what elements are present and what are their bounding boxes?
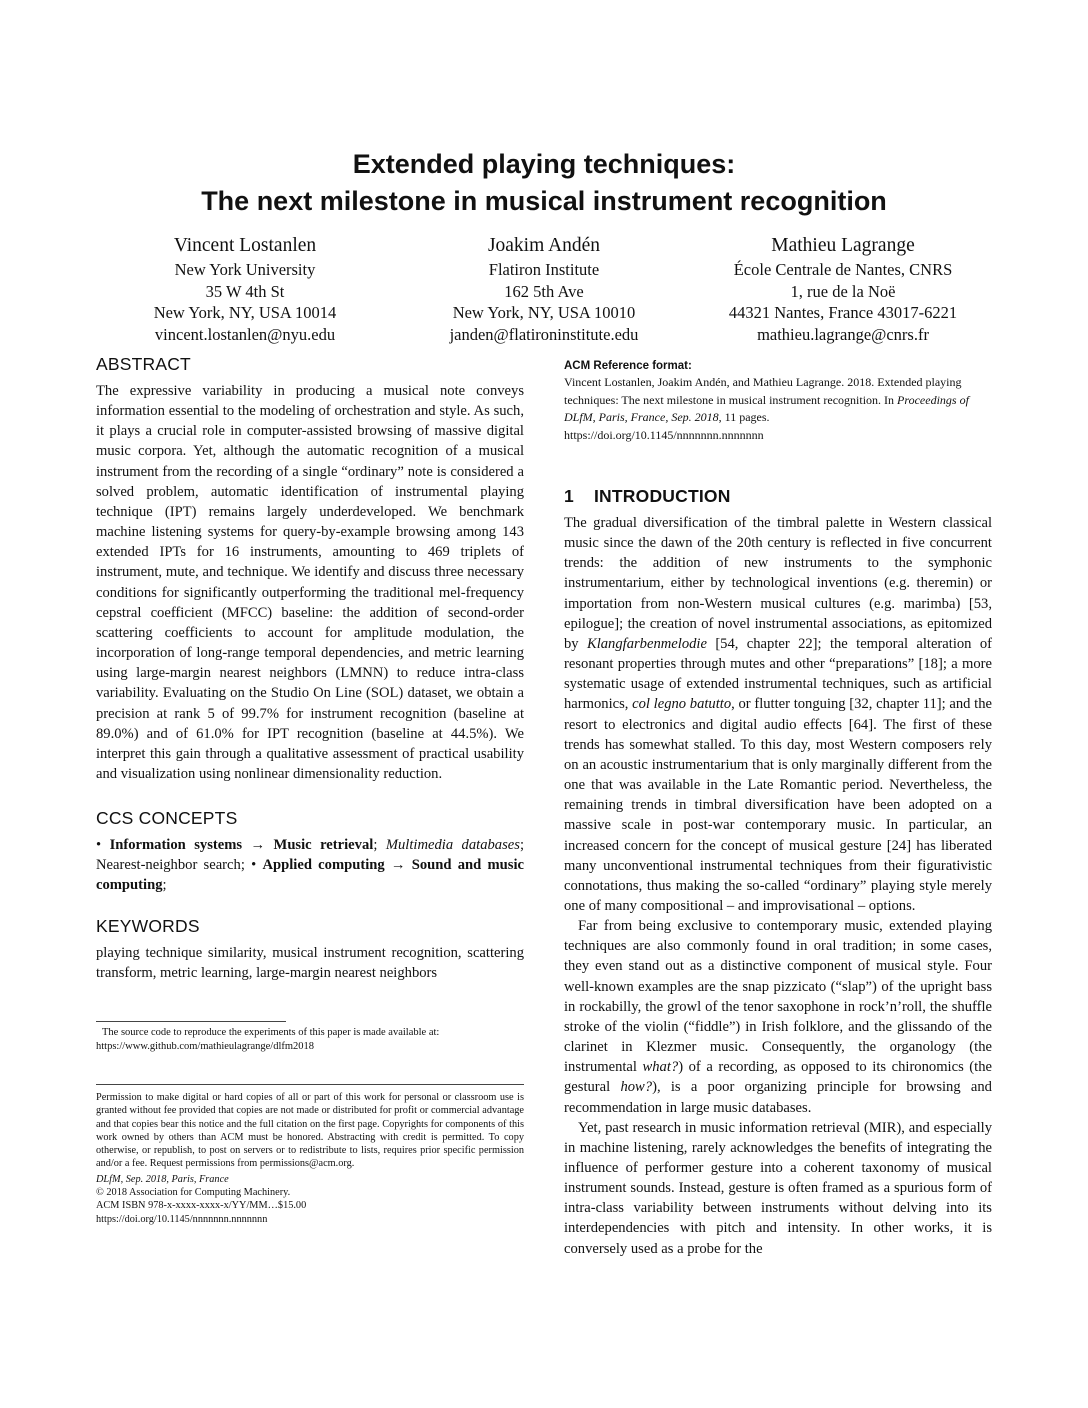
section-title: INTRODUCTION [594,486,731,506]
author-email: janden@flatironinstitute.edu [449,324,639,344]
author-2 [395,233,693,345]
author-affiliation: École Centrale de Nantes, CNRS [733,260,953,279]
footnote [96,1026,524,1054]
author-name: Vincent Lostanlen [173,235,317,256]
author-address-line-2: New York, NY, USA 10014 [153,303,337,323]
permission-text: Permission to make digital or hard copies of all or part of this work for personal or classroom use is granted without fee provided that copies are not made or distributed for profit or commercial advantage and that copies bear this notice and the full citation on the first page. Copyrights for components of this work owned by others than ACM must be honored. Abstracting with credit is permitted. To copy otherwise, or republish, to post on servers or to redistribute to lists, requires prior specific permission and/or a fee. Request permissions from permissions@acm.org. [96,1091,524,1170]
paper-title [0,146,1088,220]
author-email: mathieu.lagrange@cnrs.fr [757,324,929,344]
ccs-concepts: • Information systems → Music retrieval; Multimedia databases; Nearest-neighbor search; • Applied computing → Sound and music computing; [96,837,524,894]
author-address-line-1: 1, rue de la Noë [790,281,896,301]
author-3 [694,233,992,345]
title-line-2: The next milestone in musical instrument recognition [201,186,887,216]
title-line-1: Extended playing techniques: [352,149,736,179]
author-affiliation: New York University [174,260,316,279]
intro-paragraph-1: The gradual diversification of the timbral palette in Western classical music since the dawn of the 20th century is reflected in five concurrent trends: the addition of new instruments to the symphonic instrumentarium, either by technological inventions (e.g. theremin) or importation from non-Western musical cultures (e.g. marimba) [53, epilogue]; the creation of novel instrumental associations, as epitomized by Klangfarbenmelodie [54, chapter 22]; the temporal alteration of resonant properties through mutes and other “preparations” [18]; a more systematic usage of extended instrumental techniques, such as artificial harmonics, col legno batutto, or flutter tonguing [32, chapter 11]; and the resort to electronics and digital audio effects [64]. The first of these trends has somewhat stalled. To this day, most Western composers rely on an acoustic instrumentarium that is only marginally different from the one that was available in the Late Romantic period. Nevertheless, the remaining trends in timbral diversification have been adopted on a massive scale in post-war contemporary music. In particular, an increased concern for the concept of musical gesture [24] has liberated many unconventional instrumental techniques from their figurativistic connotations, thus making the so-called “ordinary” playing style merely one of many compositional – and improvisational – options. [564,515,992,914]
permission-block [96,1091,524,1226]
abstract-heading: ABSTRACT [96,354,191,374]
permission-copyright: © 2018 Association for Computing Machinery. [96,1186,291,1198]
acm-reference-doi[interactable]: https://doi.org/10.1145/nnnnnnn.nnnnnnn [564,427,764,442]
author-address-line-2: 44321 Nantes, France 43017-6221 [728,303,958,323]
author-name: Joakim Andén [487,235,601,256]
permission-rule [96,1084,524,1085]
acm-reference-heading: ACM Reference format: [564,360,692,372]
ccs-heading: CCS CONCEPTS [96,808,238,829]
acm-reference-proceedings: Proceedings of DLfM, Paris, France, Sep. 2018 [564,392,969,424]
footnote-line-1: The source code to reproduce the experiments of this paper is made available at: [102,1026,440,1038]
ccs-item-1-sub: Multimedia databases [385,837,520,854]
right-column [564,358,992,1259]
author-address-line-1: 162 5th Ave [504,281,584,301]
keywords-text: playing technique similarity, musical instrument recognition, scattering transform, metric learning, large-margin nearest neighbors [96,944,524,981]
intro-paragraph-2: Far from being exclusive to contemporary music, extended playing techniques are also commonly found in oral tradition; in some cases, they even stand out as a distinctive component of musical style. Four well-known examples are the snap pizzicato (“slap”) of the upright bass in rockabilly, the growl of the tenor saxophone in rock’n’roll, the shuffle stroke of the violin (“fiddle”) in Irish folklore, and the glissando of the clarinet in Klezmer music. Consequently, the organology (the instrumental what?) of a recording, as opposed to its chironomics (the gestural how?), is a poor organizing principle for browsing and recommendation in large music databases. [564,918,992,1116]
author-address-line-1: 35 W 4th St [205,281,285,301]
ccs-bullet: • [96,837,102,854]
ccs-item-1-plain: Nearest-neighbor search [96,857,241,874]
left-column [96,352,524,1226]
permission-doi[interactable]: https://doi.org/10.1145/nnnnnnn.nnnnnnn [96,1213,268,1225]
section-number: 1 [564,486,574,506]
acm-reference [564,374,992,444]
author-email: vincent.lostanlen@nyu.edu [154,324,336,344]
ccs-item-1: Information systems → Music retrieval [109,837,374,854]
author-affiliation: Flatiron Institute [488,260,600,279]
permission-venue: DLfM, Sep. 2018, Paris, France [96,1173,229,1185]
keywords-heading: KEYWORDS [96,915,200,936]
footnote-rule [96,1021,286,1022]
acm-reference-text: Vincent Lostanlen, Joakim Andén, and Mathieu Lagrange. 2018. Extended playing techniques: The next milestone in musical instrument recognition. In [564,375,962,407]
acm-reference-pages: , 11 pages. [718,410,770,424]
intro-paragraph-3: Yet, past research in music information retrieval (MIR), and especially in machine listening, rarely acknowledges the benefits of integrating the influence of performer gesture into a coherent taxonomy of musical instrument sounds. Instead, gesture is often framed as a spurious form of intra-class variability between instruments without delving into its interdependencies with pitch and intensity. In other works, it is conversely used as a probe for the [564,1119,992,1257]
author-block [96,233,992,345]
author-address-line-2: New York, NY, USA 10010 [452,303,636,323]
abstract-text: The expressive variability in producing a musical note conveys information essential to the modeling of orchestration and style. As such, it plays a crucial role in computer-assisted browsing of massive digital music corpora. Yet, although the automatic recognition of a musical instrument from the recording of a single “ordinary” note is considered a solved problem, automatic identification of instrumental playing technique (IPT) remains largely underdeveloped. We benchmark machine listening systems for query-by-example browsing among 143 extended IPTs for 16 instruments, amounting to 469 triplets of instrument, mute, and technique. We identify and discuss three necessary conditions for significantly outperforming the traditional mel-frequency cepstral coefficient (MFCC) baseline: the addition of second-order scattering coefficients to account for amplitude modulation, the incorporation of long-range temporal dependencies, and metric learning using large-margin nearest neighbors (LMNN) to reduce intra-class variability. Evaluating on the Studio On Line (SOL) dataset, we obtain a precision at rank 5 of 99.7% for instrument recognition (baseline at 89.0%) and of 61.0% for IPT recognition (baseline at 44.5%). We interpret this gain through a qualitative assessment of practical usability and visualization using nonlinear dimensionality reduction. [96,383,524,782]
introduction-heading [564,484,992,508]
ccs-item-2: Applied computing → Sound and music computing [96,857,524,894]
author-1 [96,233,394,345]
ccs-bullet: • [251,857,257,874]
author-name: Mathieu Lagrange [771,235,915,256]
footnote-url[interactable]: https://www.github.com/mathieulagrange/dlfm2018 [96,1040,315,1052]
permission-isbn: ACM ISBN 978-x-xxxx-xxxx-x/YY/MM…$15.00 [96,1200,307,1212]
